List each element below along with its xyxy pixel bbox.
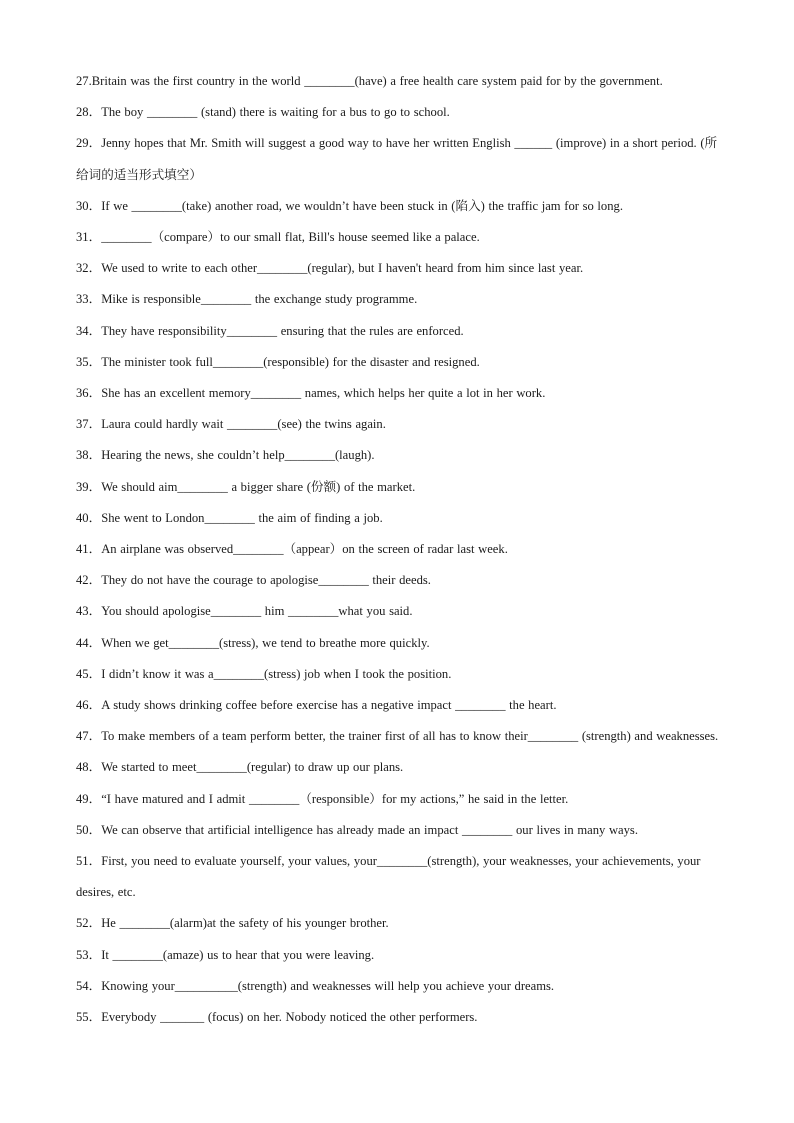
- question-40: 40．She went to London________ the aim of finding a job.: [76, 510, 383, 525]
- question-41: 41．An airplane was observed________（appear）on the screen of radar last week.: [76, 542, 508, 557]
- question-27: 27.Britain was the first country in the world ________(have) a free health care system paid for by the government.: [76, 74, 663, 88]
- question-31: 31．________（compare）to our small flat, Bill's house seemed like a palace.: [76, 230, 480, 245]
- question-51: 51．First, you need to evaluate yourself, your values, your________(strength), your weaknesses, your achievements, your desires, etc.: [76, 854, 701, 900]
- question-35: 35．The minister took full________(responsible) for the disaster and resigned.: [76, 354, 480, 369]
- question-37: 37．Laura could hardly wait ________(see) the twins again.: [76, 417, 386, 432]
- question-38: 38．Hearing the news, she couldn’t help________(laugh).: [76, 448, 375, 463]
- question-list: [76, 66, 724, 1033]
- question-54: 54．Knowing your__________(strength) and weaknesses will help you achieve your dreams.: [76, 978, 555, 993]
- question-53: 53．It ________(amaze) us to hear that you were leaving.: [76, 947, 375, 962]
- question-44: 44．When we get________(stress), we tend to breathe more quickly.: [76, 635, 430, 650]
- question-43: 43．You should apologise________ him ________what you said.: [76, 604, 413, 619]
- question-33: 33．Mike is responsible________ the exchange study programme.: [76, 292, 418, 307]
- question-49: 49．“I have matured and I admit ________（responsible）for my actions,” he said in the letter.: [76, 791, 569, 806]
- question-45: 45．I didn’t know it was a________(stress) job when I took the position.: [76, 666, 452, 681]
- question-52: 52．He ________(alarm)at the safety of his younger brother.: [76, 916, 389, 931]
- question-28: 28．The boy ________ (stand) there is waiting for a bus to go to school.: [76, 105, 450, 120]
- question-29: 29．Jenny hopes that Mr. Smith will suggest a good way to have her written English ______ (improve) in a short period. (所给词的适当形式填空）: [76, 136, 718, 182]
- question-42: 42．They do not have the courage to apologise________ their deeds.: [76, 573, 431, 588]
- question-34: 34．They have responsibility________ ensuring that the rules are enforced.: [76, 323, 464, 338]
- question-36: 36．She has an excellent memory________ names, which helps her quite a lot in her work.: [76, 386, 546, 401]
- question-30: 30．If we ________(take) another road, we wouldn’t have been stuck in (陷入) the traffic jam for so long.: [76, 198, 623, 213]
- question-55: 55．Everybody _______ (focus) on her. Nobody noticed the other performers.: [76, 1010, 478, 1025]
- question-50: 50．We can observe that artificial intelligence has already made an impact ________ our lives in many ways.: [76, 822, 638, 837]
- question-47: 47．To make members of a team perform better, the trainer first of all has to know their________ (strength) and weaknesses.: [76, 729, 719, 744]
- question-39: 39．We should aim________ a bigger share (份额) of the market.: [76, 479, 416, 494]
- question-32: 32．We used to write to each other________(regular), but I haven't heard from him since last year.: [76, 261, 584, 276]
- question-48: 48．We started to meet________(regular) to draw up our plans.: [76, 760, 404, 775]
- question-46: 46．A study shows drinking coffee before exercise has a negative impact ________ the heart.: [76, 698, 557, 713]
